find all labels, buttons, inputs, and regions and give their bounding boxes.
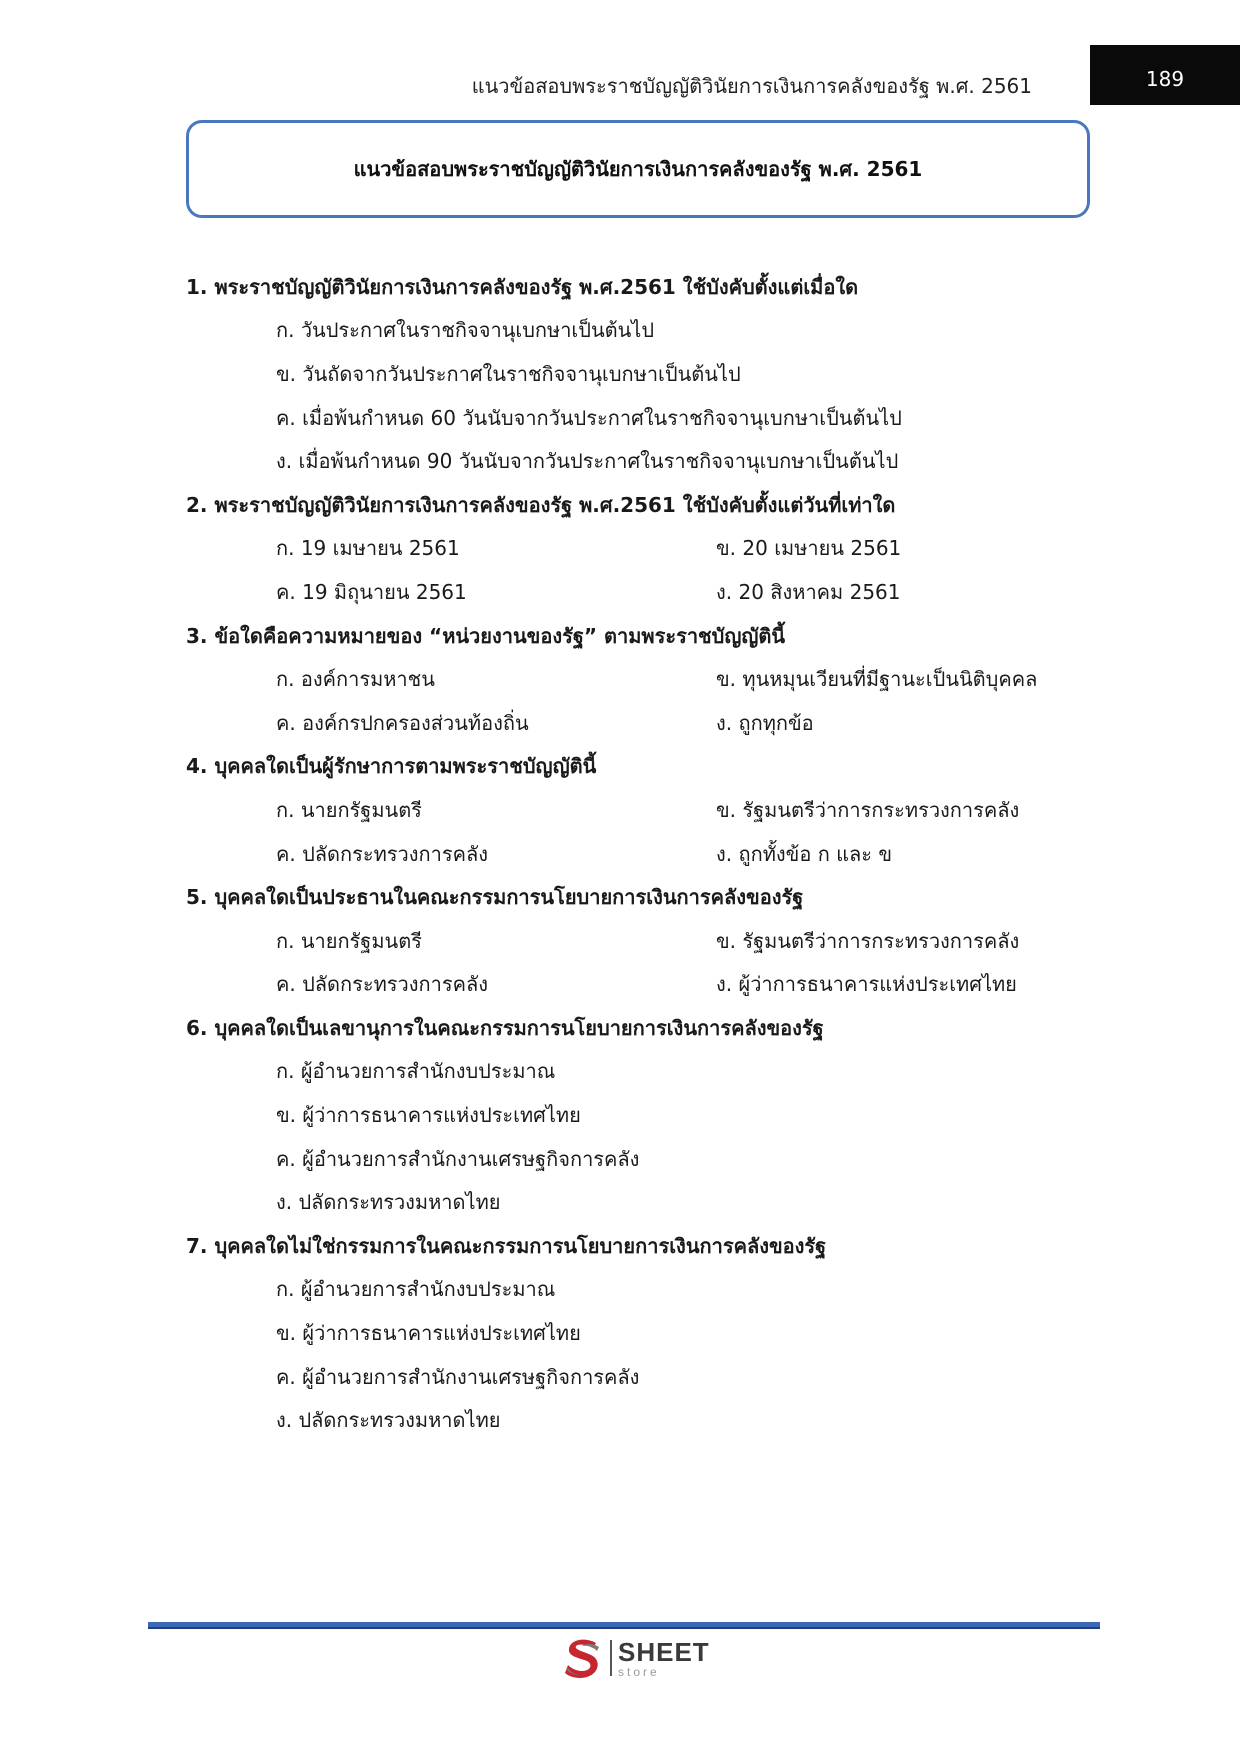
question-4-options-row-2 (186, 832, 1066, 876)
question-5-option-a: ก. นายกรัฐมนตรี (276, 928, 422, 953)
question-2-option-a: ก. 19 เมษายน 2561 (276, 536, 460, 561)
question-5-option-d: ง. ผู้ว่าการธนาคารแห่งประเทศไทย (716, 972, 1017, 997)
question-4-option-b: ข. รัฐมนตรีว่าการกระทรวงการคลัง (716, 797, 1020, 822)
question-3-options-row-1 (186, 657, 1066, 701)
question-6-option-c: ค. ผู้อำนวยการสำนักงานเศรษฐกิจการคลัง (276, 1146, 640, 1171)
question-4-option-c: ค. ปลัดกระทรวงการคลัง (276, 841, 489, 866)
question-5-options-row-2 (186, 963, 1066, 1007)
question-4-option-a: ก. นายกรัฐมนตรี (276, 797, 422, 822)
question-1-option-d: ง. เมื่อพ้นกำหนด 90 วันนับจากวันประกาศในราชกิจจานุเบกษาเป็นต้นไป (276, 449, 899, 474)
sheet-logo-icon (560, 1635, 606, 1681)
question-1: 1. พระราชบัญญัติวินัยการเงินการคลังของรัฐ พ.ศ.2561 ใช้บังคับตั้งแต่เมื่อใด (186, 274, 859, 299)
question-5-option-b: ข. รัฐมนตรีว่าการกระทรวงการคลัง (716, 928, 1020, 953)
running-header-title: แนวข้อสอบพระราชบัญญัติวินัยการเงินการคลังของรัฐ พ.ศ. 2561 (471, 74, 1032, 98)
logo-main-text: SHEET (618, 1636, 710, 1667)
question-2-option-d: ง. 20 สิงหาคม 2561 (716, 579, 901, 604)
question-6-option-d: ง. ปลัดกระทรวงมหาดไทย (276, 1190, 501, 1215)
question-1-option-c: ค. เมื่อพ้นกำหนด 60 วันนับจากวันประกาศในราชกิจจานุเบกษาเป็นต้นไป (276, 405, 902, 430)
question-3-option-b: ข. ทุนหมุนเวียนที่มีฐานะเป็นนิติบุคคล (716, 667, 1038, 692)
question-2-options-row-1 (186, 527, 1066, 571)
logo-sub-text: store (618, 1664, 660, 1679)
title-box (186, 120, 1090, 218)
question-3-options-row-2 (186, 701, 1066, 745)
question-2-options-row-2 (186, 570, 1066, 614)
question-6-option-b: ข. ผู้ว่าการธนาคารแห่งประเทศไทย (276, 1103, 581, 1128)
question-5-options-row-1 (186, 919, 1066, 963)
page-title: แนวข้อสอบพระราชบัญญัติวินัยการเงินการคลังของรัฐ พ.ศ. 2561 (353, 157, 923, 181)
question-7-option-a: ก. ผู้อำนวยการสำนักงบประมาณ (276, 1277, 556, 1302)
question-7-option-d: ง. ปลัดกระทรวงมหาดไทย (276, 1408, 501, 1433)
question-7-option-b: ข. ผู้ว่าการธนาคารแห่งประเทศไทย (276, 1321, 581, 1346)
question-1-option-a: ก. วันประกาศในราชกิจจานุเบกษาเป็นต้นไป (276, 318, 655, 343)
question-5-option-c: ค. ปลัดกระทรวงการคลัง (276, 972, 489, 997)
question-2: 2. พระราชบัญญัติวินัยการเงินการคลังของรัฐ พ.ศ.2561 ใช้บังคับตั้งแต่วันที่เท่าใด (186, 492, 896, 517)
footer-rule (148, 1622, 1100, 1629)
logo-text (618, 1636, 710, 1679)
question-3-option-d: ง. ถูกทุกข้อ (716, 710, 814, 735)
question-7: 7. บุคคลใดไม่ใช่กรรมการในคณะกรรมการนโยบายการเงินการคลังของรัฐ (186, 1233, 827, 1258)
question-4: 4. บุคคลใดเป็นผู้รักษาการตามพระราชบัญญัตินี้ (186, 754, 597, 779)
question-7-option-c: ค. ผู้อำนวยการสำนักงานเศรษฐกิจการคลัง (276, 1364, 640, 1389)
question-3: 3. ข้อใดคือความหมายของ “หน่วยงานของรัฐ” ตามพระราชบัญญัตินี้ (186, 623, 786, 648)
question-5: 5. บุคคลใดเป็นประธานในคณะกรรมการนโยบายการเงินการคลังของรัฐ (186, 885, 804, 910)
question-1-option-b: ข. วันถัดจากวันประกาศในราชกิจจานุเบกษาเป็นต้นไป (276, 361, 741, 386)
page-number-box (1090, 45, 1240, 105)
question-2-option-b: ข. 20 เมษายน 2561 (716, 536, 902, 561)
page-number: 189 (1145, 67, 1185, 91)
logo-separator (610, 1640, 612, 1676)
sheet-store-logo (560, 1633, 710, 1683)
question-4-option-d: ง. ถูกทั้งข้อ ก และ ข (716, 841, 893, 866)
question-3-option-a: ก. องค์การมหาชน (276, 667, 435, 692)
question-list (186, 265, 1066, 1442)
question-4-options-row-1 (186, 788, 1066, 832)
question-6-option-a: ก. ผู้อำนวยการสำนักงบประมาณ (276, 1059, 556, 1084)
question-6: 6. บุคคลใดเป็นเลขานุการในคณะกรรมการนโยบายการเงินการคลังของรัฐ (186, 1015, 824, 1040)
question-2-option-c: ค. 19 มิถุนายน 2561 (276, 579, 467, 604)
question-3-option-c: ค. องค์กรปกครองส่วนท้องถิ่น (276, 710, 529, 735)
